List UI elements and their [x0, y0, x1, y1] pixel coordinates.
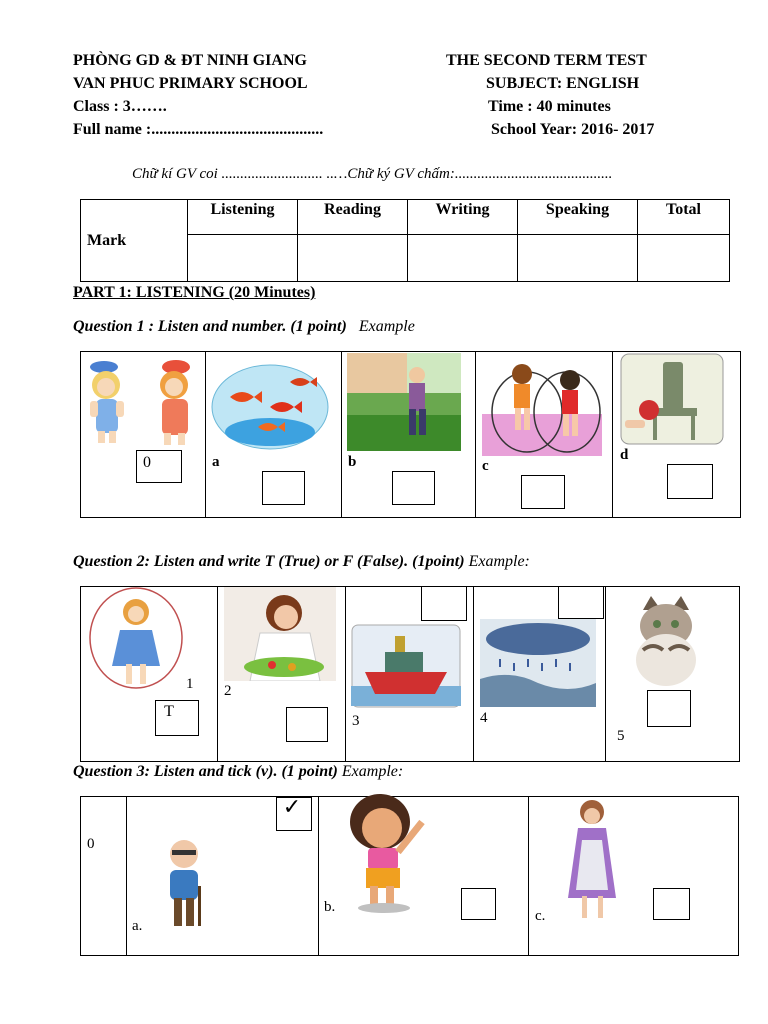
doll-left: [90, 361, 124, 443]
q3-option-b: b.: [324, 899, 336, 915]
test-title: THE SECOND TERM TEST: [446, 52, 647, 69]
q2-answer-box-3[interactable]: [421, 586, 467, 621]
q1-answer-box-a[interactable]: [262, 471, 305, 505]
q2-instruction: Question 2: Listen and write T (True) or F (False). (1point): [73, 553, 465, 570]
listening-score-cell[interactable]: [188, 235, 298, 282]
grandfather-picture: [160, 836, 210, 930]
q2-example-answer: T: [164, 703, 174, 720]
kitten-picture: [613, 590, 719, 690]
q2-answer-box-1: [155, 700, 199, 736]
time-limit: Time : 40 minutes: [488, 98, 611, 115]
col-speaking: Speaking: [518, 200, 638, 235]
q2-number-3: 3: [352, 713, 360, 729]
q3-option-c: c.: [535, 908, 546, 924]
school-year: School Year: 2016- 2017: [491, 121, 655, 138]
q1-label-b: b: [348, 454, 357, 470]
q1-label-d: d: [620, 447, 629, 463]
department-name: PHÒNG GD & ĐT NINH GIANG: [73, 52, 307, 69]
reading-score-cell[interactable]: [298, 235, 408, 282]
col-listening: Listening: [188, 200, 298, 235]
woman-apron-picture: [546, 796, 636, 924]
q3-example-tick-box: [276, 794, 312, 831]
q2-number-5: 5: [617, 728, 625, 744]
signature-line: Chữ kí GV coi ........................... ..…Chữ ký GV chấm:..........................................: [132, 166, 613, 182]
q2-answer-box-4[interactable]: [558, 586, 604, 619]
q2-title: [73, 553, 530, 571]
fullname-line: Full name :...........................................: [73, 121, 324, 138]
q1-answer-box-b[interactable]: [392, 471, 435, 505]
q1-answer-box-c[interactable]: [521, 475, 565, 509]
q3-example-label: Example:: [341, 763, 404, 780]
q3-tick-box-b[interactable]: [461, 888, 496, 920]
q2-answer-box-2[interactable]: [286, 707, 328, 742]
total-score-cell[interactable]: [638, 235, 730, 282]
q2-answer-box-5[interactable]: [647, 690, 691, 727]
part1-title: PART 1: LISTENING (20 Minutes): [73, 284, 316, 301]
q1-example-label: Example: [358, 318, 415, 335]
mark-table: [80, 199, 730, 282]
dora-girl-picture: [340, 792, 432, 914]
q1-example-answer-box: [136, 450, 182, 483]
q2-number-1: 1: [186, 676, 194, 692]
q1-example-answer: 0: [143, 454, 151, 471]
girl-skipping-picture: [86, 586, 186, 692]
col-total: Total: [638, 200, 730, 235]
subject: SUBJECT: ENGLISH: [486, 75, 640, 92]
q3-tick-box-c[interactable]: [653, 888, 690, 920]
woman-cooking-picture: [224, 587, 336, 681]
q3-example-number: 0: [87, 836, 95, 852]
class-line: Class : 3…….: [73, 98, 167, 115]
q3-title: [73, 763, 403, 781]
q1-label-a: a: [212, 454, 220, 470]
q1-answer-box-d[interactable]: [667, 464, 713, 499]
chair-with-ball-picture: [619, 352, 725, 446]
writing-score-cell[interactable]: [408, 235, 518, 282]
school-name: VAN PHUC PRIMARY SCHOOL: [73, 75, 308, 92]
man-gardening-picture: [347, 353, 461, 451]
q2-example-label: Example:: [468, 553, 530, 570]
col-reading: Reading: [298, 200, 408, 235]
mark-label: Mark: [81, 200, 188, 282]
speaking-score-cell[interactable]: [518, 235, 638, 282]
col-writing: Writing: [408, 200, 518, 235]
ship-picture: [351, 624, 461, 708]
q1-instruction: Question 1 : Listen and number. (1 point): [73, 318, 347, 335]
q1-label-c: c: [482, 458, 489, 474]
q2-number-2: 2: [224, 683, 232, 699]
q2-number-4: 4: [480, 710, 488, 726]
fish-tank-picture: [210, 352, 332, 452]
q3-instruction: Question 3: Listen and tick (v). (1 point): [73, 763, 338, 780]
q1-title: [73, 318, 415, 336]
rain-cloud-river-picture: [480, 619, 596, 707]
skipping-rope-picture: [482, 352, 602, 456]
two-dolls-picture: [84, 353, 204, 449]
q3-option-a: a.: [132, 918, 143, 934]
doll-right: [160, 360, 190, 445]
checkmark-icon: ✓: [282, 794, 302, 819]
